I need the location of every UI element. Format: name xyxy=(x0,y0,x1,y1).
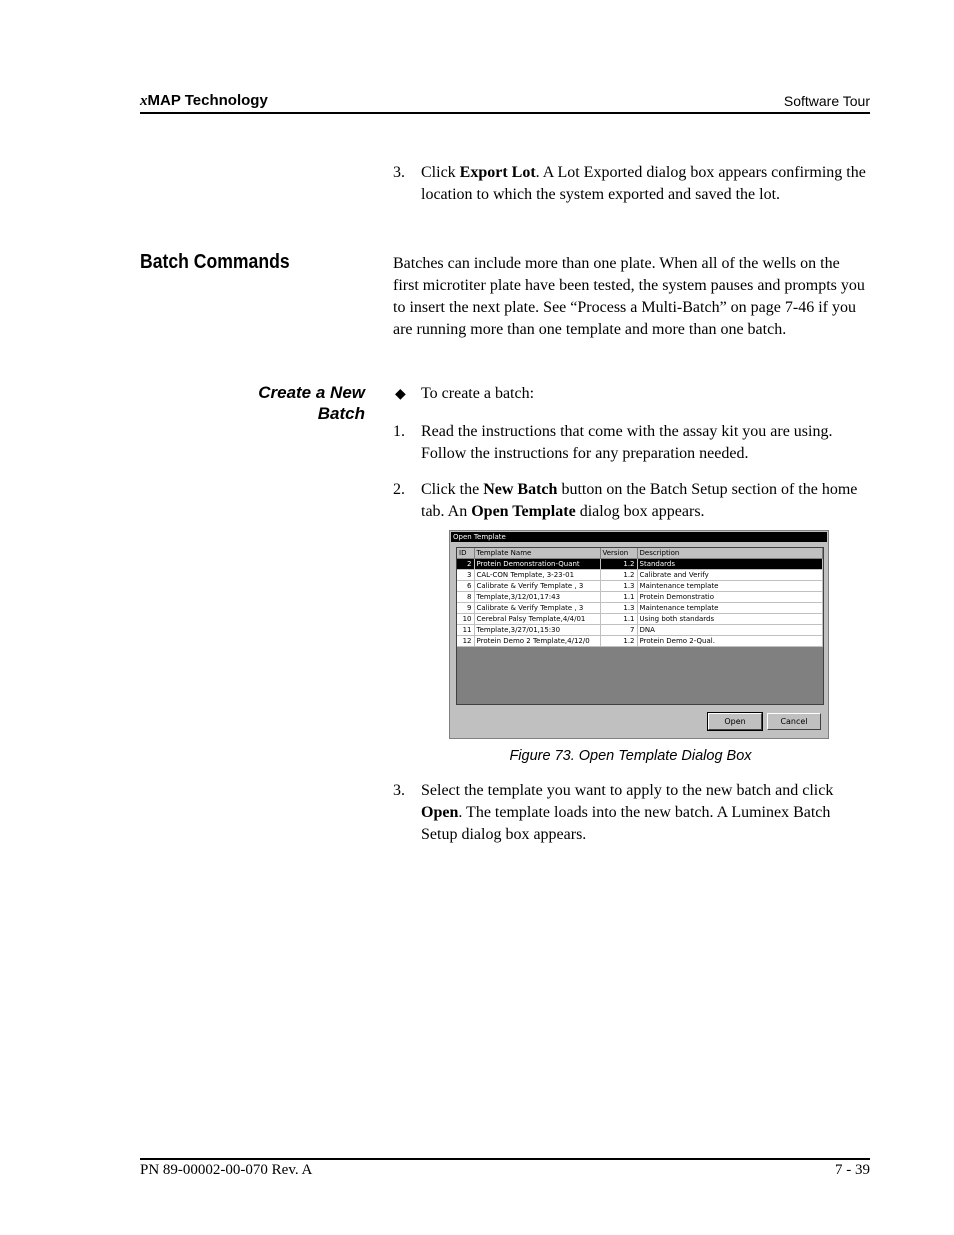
table-row[interactable]: 10 Cerebral Palsy Template,4/4/01 1.1 Using both standards xyxy=(457,614,823,625)
template-table xyxy=(457,548,823,647)
table-row[interactable]: 12 Protein Demo 2 Template,4/12/0 1.2 Protein Demo 2-Qual. xyxy=(457,636,823,647)
diamond-bullet-icon: ◆ xyxy=(395,386,406,402)
table-row[interactable]: 6 Calibrate & Verify Template , 3 1.3 Maintenance template xyxy=(457,581,823,592)
table-header-row xyxy=(457,548,823,559)
table-row[interactable]: 3 CAL-CON Template, 3-23-01 1.2 Calibrate and Verify xyxy=(457,570,823,581)
subsection-heading: Create a New Batch xyxy=(258,383,365,423)
section-heading: Batch Commands xyxy=(140,251,290,273)
step-number: 2. xyxy=(393,481,405,498)
running-header-section: Software Tour xyxy=(783,93,870,109)
step-number: 3. xyxy=(393,782,405,799)
column-header-version[interactable]: Version xyxy=(600,548,637,559)
cancel-button[interactable]: Cancel xyxy=(767,713,821,730)
export-lot-term: Export Lot xyxy=(459,164,536,181)
open-template-dialog xyxy=(449,530,829,739)
new-batch-term: New Batch xyxy=(483,481,558,498)
batch-intro-paragraph: Batches can include more than one plate. When all of the wells on the first microtiter plate have been tested, the system pauses and prompts you to insert the next plate. See “Process a Multi-Batch” on page 7-46 if you are running more than one template and more than one batch. xyxy=(393,255,865,338)
step-text: Select the template you want to apply to the new batch and click Open. The template loads into the new batch. A Luminex Batch Setup dialog box appears. xyxy=(421,782,834,843)
step-text: Click Export Lot. A Lot Exported dialog box appears confirming the location to which the system exported and saved the lot. xyxy=(421,164,866,203)
open-term: Open xyxy=(421,804,459,821)
figure-caption: Figure 73. Open Template Dialog Box xyxy=(509,748,752,764)
step-number: 3. xyxy=(393,164,405,181)
header-divider xyxy=(140,112,870,114)
column-header-id[interactable]: ID xyxy=(457,548,474,559)
running-header-title xyxy=(140,92,268,110)
footer-divider xyxy=(140,1158,870,1160)
brand-name: MAP Technology xyxy=(147,92,268,109)
table-row[interactable]: 8 Template,3/12/01,17:43 1.1 Protein Demonstratio xyxy=(457,592,823,603)
step-text: Read the instructions that come with the assay kit you are using. Follow the instructions for any preparation needed. xyxy=(421,423,833,462)
page-number: 7 - 39 xyxy=(835,1162,870,1178)
open-button[interactable]: Open xyxy=(708,713,762,730)
part-number: PN 89-00002-00-070 Rev. A xyxy=(140,1162,313,1178)
brand-prefix: x xyxy=(140,93,148,109)
step-text: Click the New Batch button on the Batch Setup section of the home tab. An Open Template dialog box appears. xyxy=(421,481,858,520)
dialog-title-bar: Open Template xyxy=(451,532,827,542)
column-header-description[interactable]: Description xyxy=(637,548,823,559)
open-template-term: Open Template xyxy=(471,503,576,520)
template-list[interactable] xyxy=(456,547,824,705)
column-header-template-name[interactable]: Template Name xyxy=(474,548,600,559)
table-row[interactable]: 9 Calibrate & Verify Template , 3 1.3 Maintenance template xyxy=(457,603,823,614)
table-row[interactable]: 2 Protein Demonstration-Quant 1.2 Standards xyxy=(457,559,823,570)
table-row[interactable]: 11 Template,3/27/01,15:30 7 DNA xyxy=(457,625,823,636)
step-number: 1. xyxy=(393,423,405,440)
